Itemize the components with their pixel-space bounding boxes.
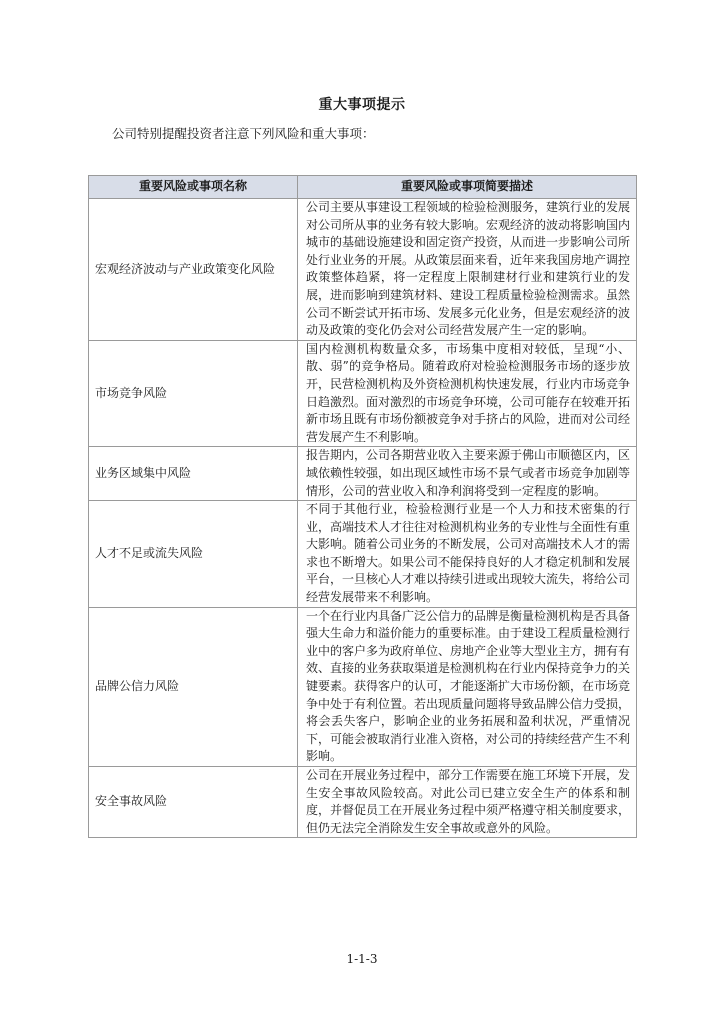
risk-table bbox=[88, 175, 637, 838]
risk-name-cell: 人才不足或流失风险 bbox=[89, 501, 298, 608]
risk-name-cell: 市场竞争风险 bbox=[89, 340, 298, 447]
table-row bbox=[89, 607, 637, 766]
risk-description-cell: 报告期内，公司各期营业收入主要来源于佛山市顺德区内，区域依赖性较强，如出现区域性市场不景气或者市场竞争加剧等情形，公司的营业收入和净利润将受到一定程度的影响。 bbox=[298, 447, 637, 501]
table-row bbox=[89, 199, 637, 341]
table-row bbox=[89, 340, 637, 447]
page-number: 1-1-3 bbox=[346, 952, 378, 966]
table-header-row bbox=[89, 176, 637, 199]
table-row bbox=[89, 501, 637, 608]
table-row bbox=[89, 447, 637, 501]
risk-description-cell: 一个在行业内具备广泛公信力的品牌是衡量检测机构是否具备强大生命力和溢价能力的重要标准。由于建设工程质量检测行业中的客户多为政府单位、房地产企业等大型业主方，拥有有效、直接的业务获取渠道是检测机构在行业内保持竞争力的关键要素。获得客户的认可，才能逐渐扩大市场份额，在市场竞争中处于有利位置。若出现质量问题将导致品牌公信力受损，将会丢失客户，影响企业的业务拓展和盈利状况，严重情况下，可能会被取消行业准入资格，对公司的持续经营产生不利影响。 bbox=[298, 607, 637, 766]
page-title: 重大事项提示 bbox=[318, 97, 406, 113]
table-row bbox=[89, 767, 637, 838]
risk-description-cell: 公司主要从事建设工程领域的检验检测服务，建筑行业的发展对公司所从事的业务有较大影响。宏观经济的波动将影响国内城市的基础设施建设和固定资产投资，从而进一步影响公司所处行业业务的开展。从政策层面来看，近年来我国房地产调控政策整体趋紧，将一定程度上限制建材行业和建筑行业的发展，进而影响到建筑材料、建设工程质量检验检测需求。虽然公司不断尝试开拓市场、发展多元化业务，但是宏观经济的波动及政策的变化仍会对公司经营发展产生一定的影响。 bbox=[298, 199, 637, 341]
risk-name-cell: 宏观经济波动与产业政策变化风险 bbox=[89, 199, 298, 341]
risk-description-cell: 国内检测机构数量众多，市场集中度相对较低，呈现“小、散、弱”的竞争格局。随着政府对检验检测服务市场的逐步放开，民营检测机构及外资检测机构快速发展，行业内市场竞争日趋激烈。面对激烈的市场竞争环境，公司可能存在较难开拓新市场且既有市场份额被竞争对手挤占的风险，进而对公司经营发展产生不利影响。 bbox=[298, 340, 637, 447]
header-risk-name: 重要风险或事项名称 bbox=[89, 176, 298, 199]
risk-description-cell: 不同于其他行业，检验检测行业是一个人力和技术密集的行业，高端技术人才往往对检测机构业务的专业性与全面性有重大影响。随着公司业务的不断发展，公司对高端技术人才的需求也不断增大。如果公司不能保持良好的人才稳定机制和发展平台，一旦核心人才难以持续引进或出现较大流失，将给公司经营发展带来不利影响。 bbox=[298, 501, 637, 608]
risk-description-cell: 公司在开展业务过程中，部分工作需要在施工环境下开展，发生安全事故风险较高。对此公司已建立安全生产的体系和制度，并督促员工在开展业务过程中须严格遵守相关制度要求，但仍无法完全消除发生安全事故或意外的风险。 bbox=[298, 767, 637, 838]
risk-name-cell: 品牌公信力风险 bbox=[89, 607, 298, 766]
intro-text: 公司特别提醒投资者注意下列风险和重大事项： bbox=[112, 126, 375, 141]
risk-name-cell: 业务区域集中风险 bbox=[89, 447, 298, 501]
risk-name-cell: 安全事故风险 bbox=[89, 767, 298, 838]
header-risk-description: 重要风险或事项简要描述 bbox=[298, 176, 637, 199]
